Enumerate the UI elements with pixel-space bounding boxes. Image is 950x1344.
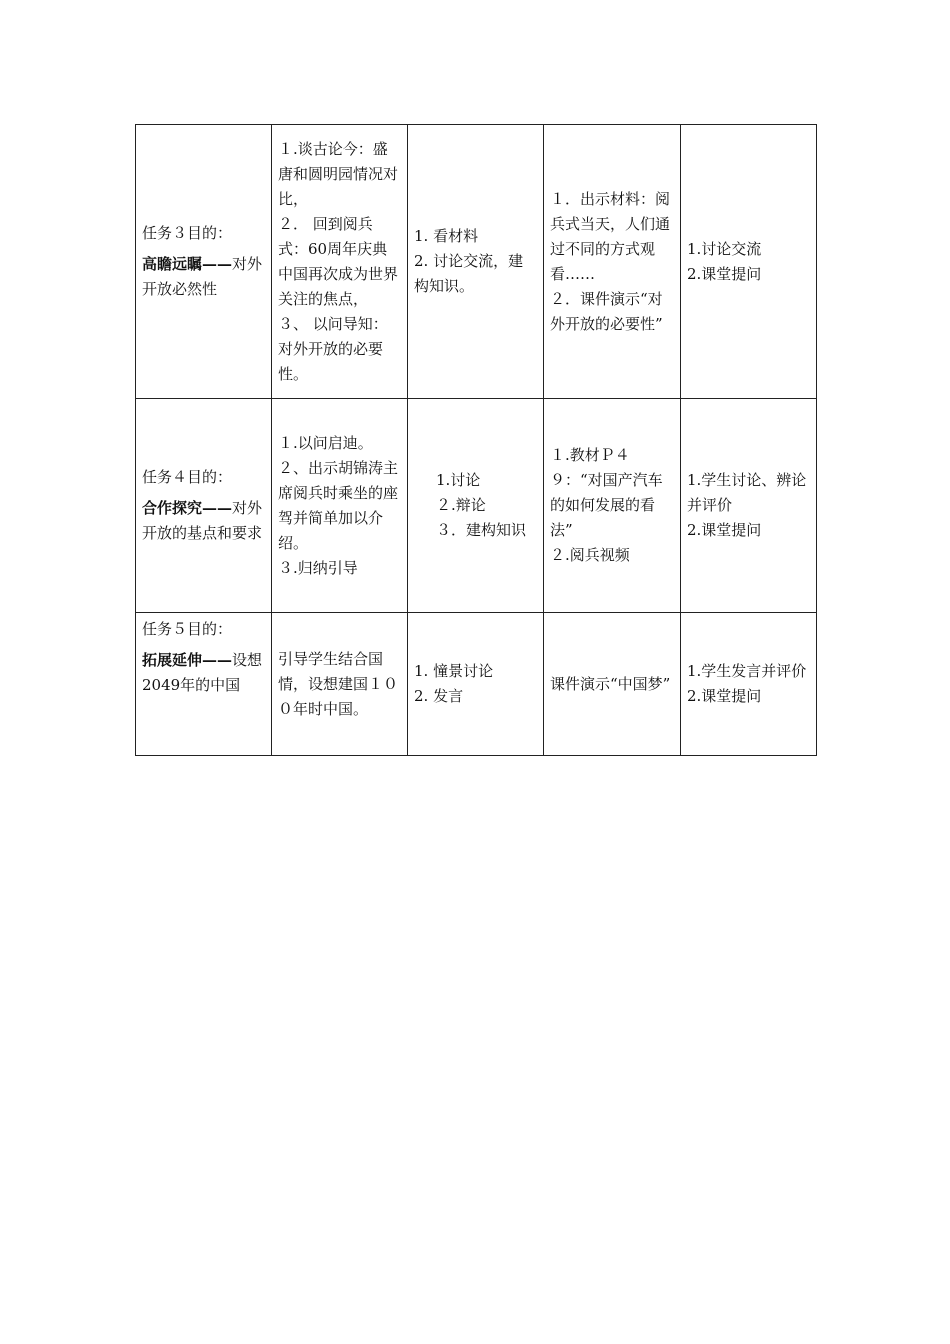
eval-line: 1.学生发言并评价	[687, 662, 807, 680]
media-line: ２．课件演示“对外开放的必要性”	[550, 289, 663, 333]
student-activity-cell	[408, 399, 544, 613]
task-cell	[136, 399, 272, 613]
student-line: 1. 看材料	[414, 227, 479, 245]
table-row	[136, 125, 817, 399]
student-line: 2. 发言	[414, 687, 464, 705]
table-row	[136, 399, 817, 613]
evaluation-cell	[681, 399, 817, 613]
media-cell	[544, 613, 681, 756]
task-label: 任务３目的：	[142, 224, 233, 242]
teacher-activity-cell	[272, 125, 408, 399]
media-line: １.教材Ｐ４９：“对国产汽车的如何发展的看法”	[550, 446, 663, 539]
task-label: 任务４目的：	[142, 468, 233, 486]
teacher-line: 对外开放的必要性。	[278, 339, 384, 383]
task-title-bold: 拓展延伸——	[142, 651, 233, 669]
eval-line: 2.课堂提问	[687, 687, 762, 705]
task-title-bold: 高瞻远瞩——	[142, 255, 233, 273]
lesson-plan-table	[135, 124, 817, 756]
teacher-line: １.以问启迪。	[278, 433, 373, 452]
task-cell	[136, 613, 272, 756]
student-line: 1.讨论	[436, 471, 481, 489]
media-cell	[544, 125, 681, 399]
teacher-line: ２、出示胡锦涛主席阅兵时乘坐的座驾并简单加以介绍。	[278, 458, 399, 552]
teacher-activity-cell	[272, 613, 408, 756]
task-title-rest: 对外开放必然性	[142, 255, 263, 298]
table-row	[136, 613, 817, 756]
task-title-rest: 设想2049年的中国	[142, 651, 263, 694]
teacher-line: 引导学生结合国情，设想建国１００年时中国。	[278, 649, 399, 718]
task-cell	[136, 125, 272, 399]
teacher-line: ２． 回到阅兵式：60周年庆典中国再次成为世界关注的焦点，	[278, 214, 399, 308]
evaluation-cell	[681, 125, 817, 399]
teacher-activity-cell	[272, 399, 408, 613]
media-line: ２.阅兵视频	[550, 546, 630, 564]
task-label: 任务５目的：	[142, 620, 233, 638]
media-cell	[544, 399, 681, 613]
eval-line: 1.讨论交流	[687, 239, 762, 258]
evaluation-cell	[681, 613, 817, 756]
student-activity-cell	[408, 613, 544, 756]
task-title-bold: 合作探究——	[142, 499, 233, 517]
student-line: ２.辩论	[436, 496, 486, 514]
teacher-line: １.谈古论今：盛唐和圆明园情况对比，	[278, 139, 399, 208]
media-line: 课件演示“中国梦”	[550, 674, 671, 693]
media-line: １．出示材料：阅兵式当天，人们通过不同的方式观看……	[550, 189, 671, 283]
task-title-rest: 对外开放的基点和要求	[142, 499, 263, 542]
eval-line: 2.课堂提问	[687, 264, 762, 283]
student-line: 2. 讨论交流，建构知识。	[414, 252, 524, 295]
student-line: ３．建构知识	[436, 521, 527, 539]
student-activity-cell	[408, 125, 544, 399]
eval-line: 1.学生讨论、辨论并评价	[687, 471, 807, 514]
teacher-line: ３、 以问导知：	[278, 314, 388, 333]
eval-line: 2.课堂提问	[687, 521, 762, 539]
student-line: 1. 憧景讨论	[414, 662, 494, 680]
teacher-line: ３.归纳引导	[278, 558, 358, 577]
